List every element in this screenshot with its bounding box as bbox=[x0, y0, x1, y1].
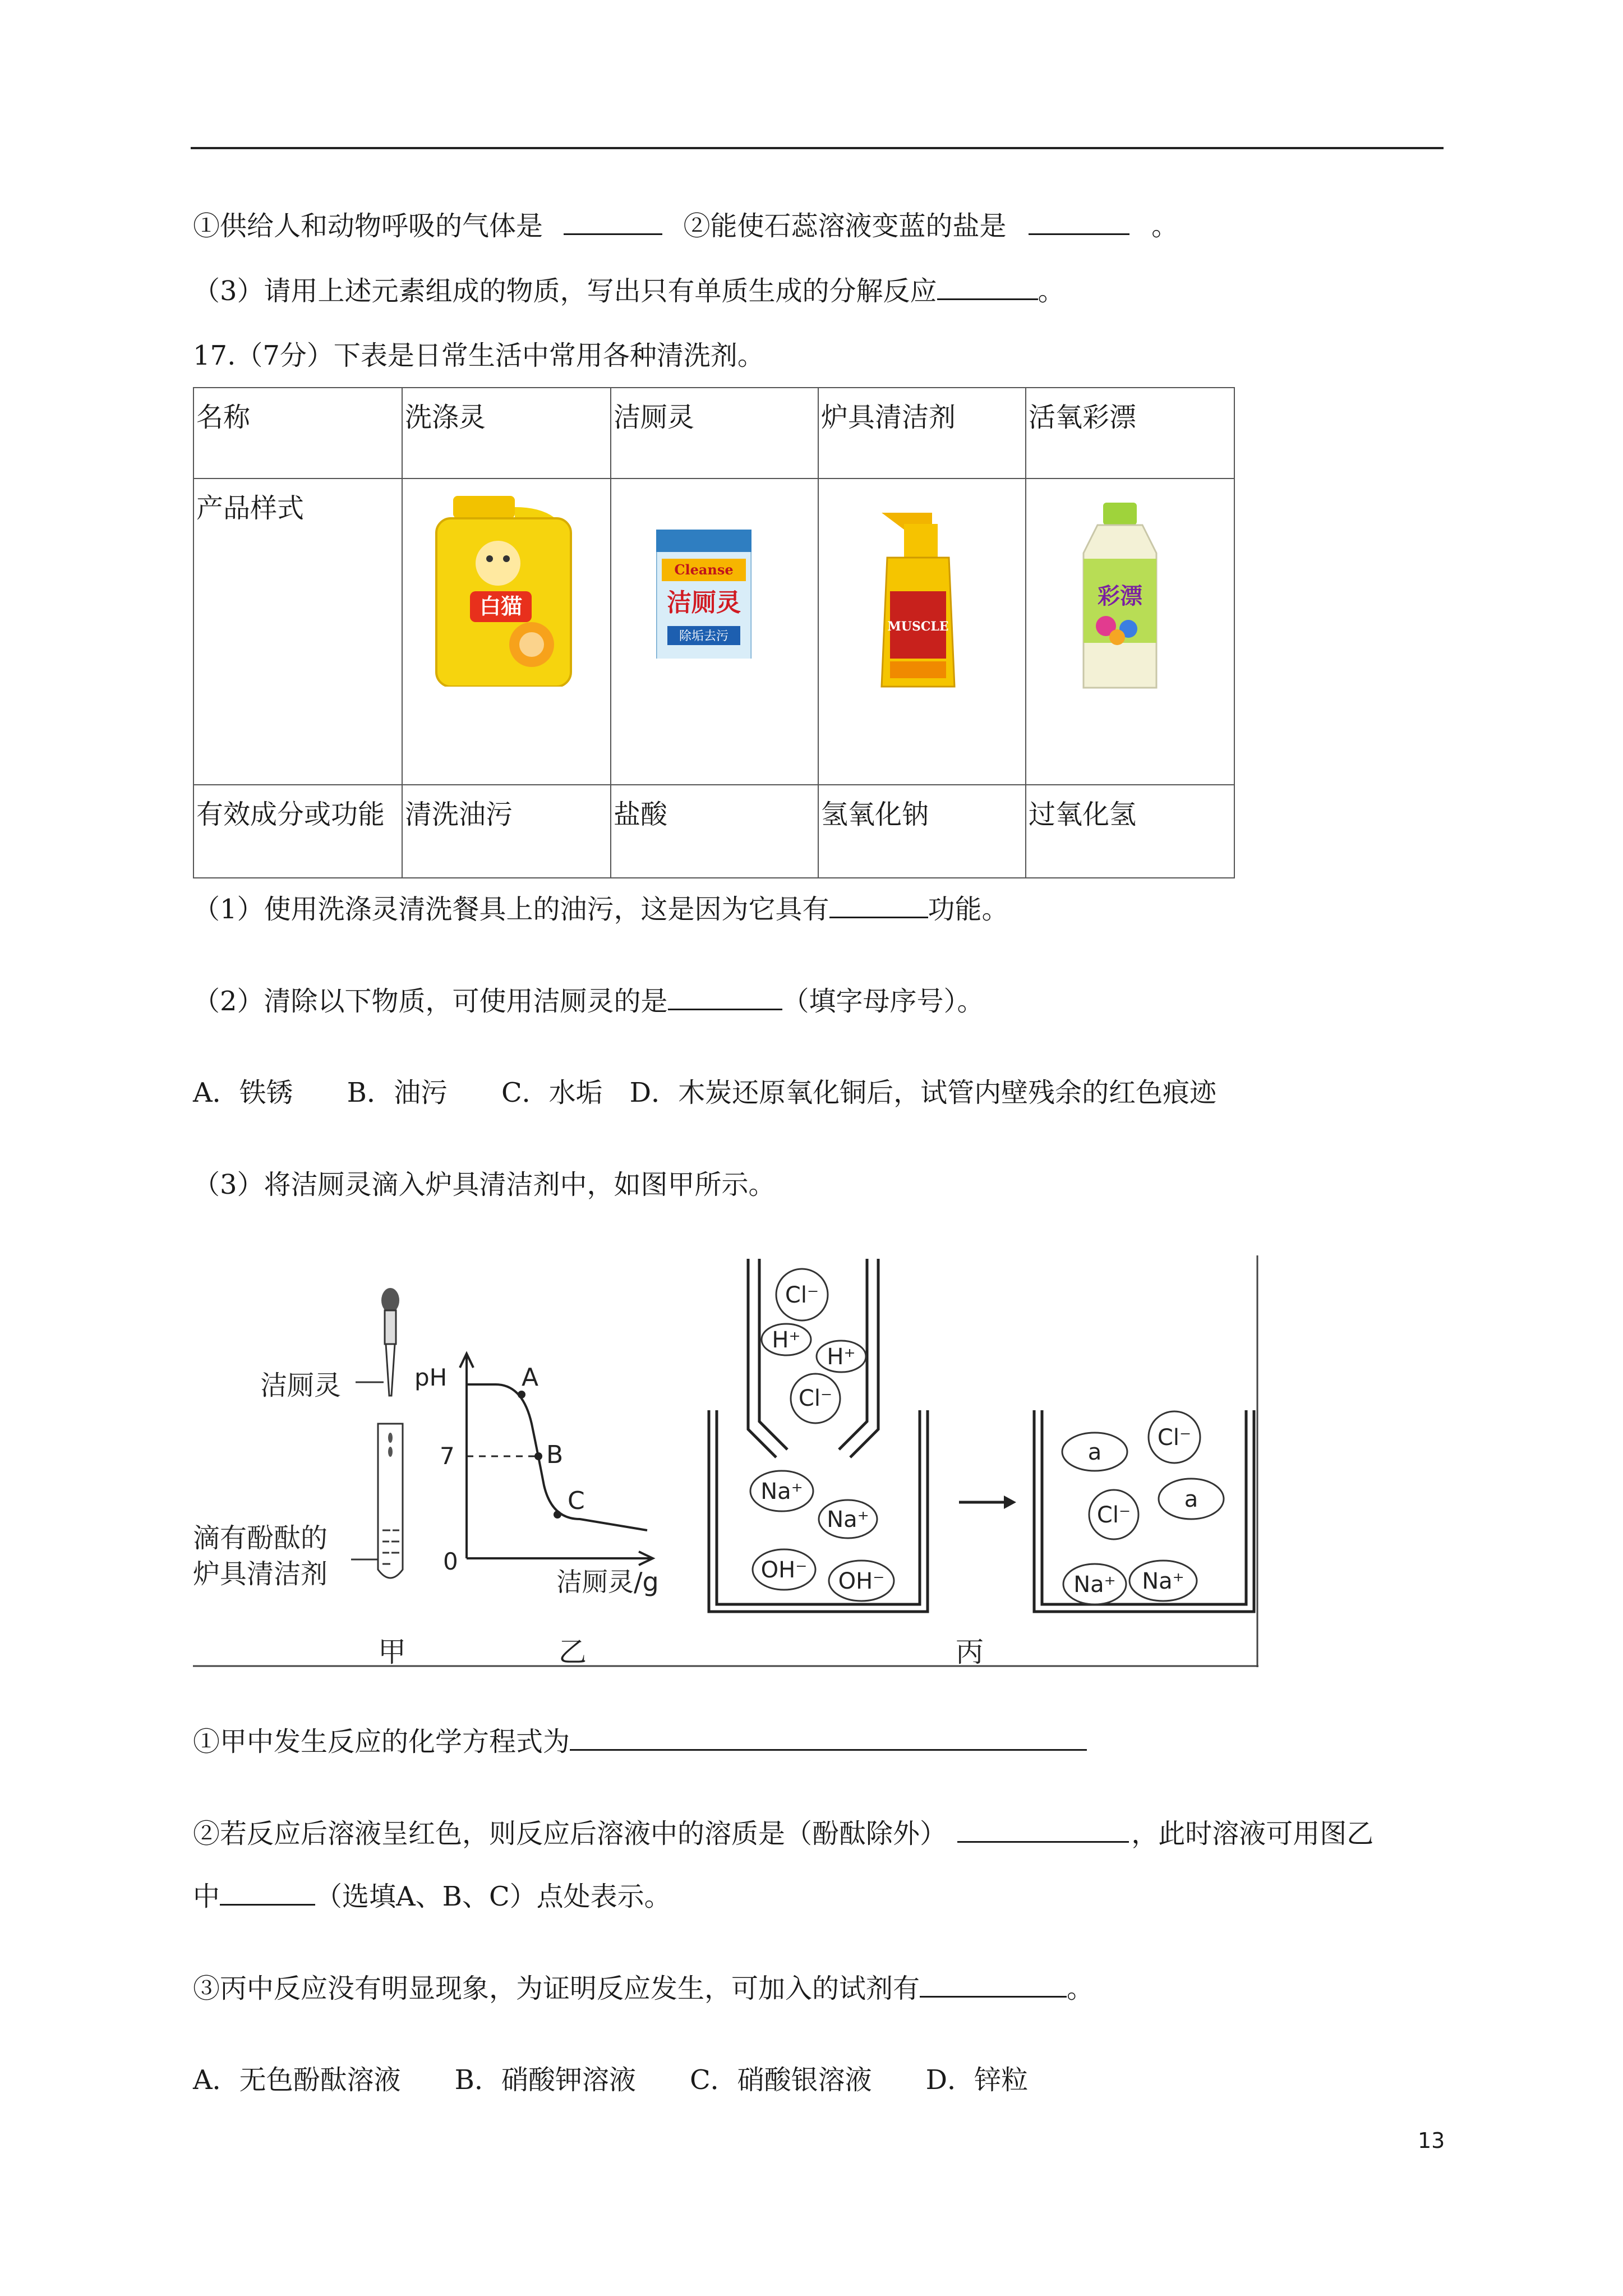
dish-soap-bottle-image bbox=[431, 496, 582, 687]
period: 。 bbox=[1038, 275, 1065, 307]
table-header: 炉具清洁剂 bbox=[818, 388, 1026, 478]
q17-part2-options: A．铁锈 B．油污 C．水垢 D．木炭还原氧化铜后，试管内壁残余的红色痕迹 bbox=[193, 1077, 1217, 1108]
product-brand-label: 白猫 bbox=[479, 593, 523, 619]
q17-sub2 bbox=[193, 1816, 1373, 1851]
dropper-ion: Cl⁻ bbox=[798, 1386, 833, 1411]
q16-part3: （3）请用上述元素组成的物质，写出只有单质生成的分解反应 bbox=[193, 275, 937, 307]
q16-line-3 bbox=[193, 274, 1065, 308]
question-text: ③丙中反应没有明显现象，为证明反应发生，可加入的试剂有 bbox=[193, 1973, 920, 2004]
product-cell bbox=[611, 478, 818, 785]
ph-axis-label: pH bbox=[414, 1364, 448, 1391]
beaker1-ion: OH⁻ bbox=[838, 1568, 885, 1594]
question-text: （1）使用洗涤灵清洗餐具上的油污，这是因为它具有 bbox=[193, 894, 829, 925]
product-brand-label: 彩漂 bbox=[1098, 583, 1142, 609]
answer-blank[interactable] bbox=[570, 1724, 1087, 1751]
product-brand-label: Cleanse bbox=[674, 562, 734, 578]
table-cell: 盐酸 bbox=[611, 785, 818, 878]
q17-part2 bbox=[193, 984, 984, 1018]
point-b-marker bbox=[534, 1452, 542, 1460]
table-header: 洗涤灵 bbox=[402, 388, 611, 478]
answer-blank[interactable] bbox=[220, 1879, 315, 1906]
q17-sub2-line2 bbox=[193, 1879, 671, 1913]
point-a-marker bbox=[518, 1391, 525, 1398]
figure-svg bbox=[193, 1255, 1258, 1667]
caption-bing: 丙 bbox=[956, 1636, 984, 1667]
color-bleach-bottle-image bbox=[1072, 503, 1168, 693]
product-cell bbox=[402, 478, 611, 785]
table-header: 洁厕灵 bbox=[611, 388, 818, 478]
answer-blank[interactable] bbox=[920, 1971, 1067, 1998]
point-c-label: C bbox=[568, 1487, 585, 1515]
question-text: ②若反应后溶液呈红色，则反应后溶液中的溶质是（酚酞除外） bbox=[193, 1818, 947, 1849]
point-c-marker bbox=[554, 1511, 561, 1519]
beaker1-ion: OH⁻ bbox=[760, 1557, 808, 1583]
table-row bbox=[193, 785, 1234, 878]
table-row bbox=[193, 388, 1234, 478]
cleaners-table bbox=[193, 387, 1235, 878]
question-text: （2）清除以下物质，可使用洁厕灵的是 bbox=[193, 986, 668, 1017]
beaker2-ion: Cl⁻ bbox=[1096, 1502, 1131, 1528]
header-rule bbox=[191, 147, 1444, 149]
table-row-label: 产品样式 bbox=[193, 478, 402, 785]
question-text: 中 bbox=[193, 1881, 220, 1912]
toilet-cleaner-box-image bbox=[656, 530, 751, 687]
table-cell: 氢氧化钠 bbox=[818, 785, 1026, 878]
question-text: （选填A、B、C）点处表示。 bbox=[315, 1881, 671, 1912]
period: 。 bbox=[1151, 210, 1179, 242]
beaker2-ion: a bbox=[1184, 1487, 1198, 1512]
caption-jia: 甲 bbox=[378, 1636, 406, 1667]
question-text: ①甲中发生反应的化学方程式为 bbox=[193, 1726, 570, 1757]
beaker2-ion: a bbox=[1087, 1439, 1102, 1465]
dropper-ion: Cl⁻ bbox=[785, 1282, 819, 1308]
q17-sub3-options: A．无色酚酞溶液 B．硝酸钾溶液 C．硝酸银溶液 D．锌粒 bbox=[193, 2064, 1029, 2096]
table-row-label: 有效成分或功能 bbox=[193, 785, 402, 878]
q17-sub3 bbox=[193, 1971, 1094, 2005]
question-text: 功能。 bbox=[928, 894, 1009, 925]
answer-blank[interactable] bbox=[957, 1816, 1129, 1843]
dropper-ion: H⁺ bbox=[827, 1344, 856, 1370]
product-cell bbox=[1026, 478, 1234, 785]
product-sub-label: 除垢去污 bbox=[679, 629, 729, 643]
reaction-figure bbox=[193, 1255, 1258, 1667]
beaker1-ion: Na⁺ bbox=[760, 1479, 803, 1504]
jia-apparatus bbox=[351, 1288, 403, 1578]
dropper-label: 洁厕灵 bbox=[260, 1370, 342, 1401]
point-b-label: B bbox=[546, 1441, 564, 1469]
tube-label-line2: 炉具清洁剂 bbox=[193, 1558, 328, 1590]
answer-blank[interactable] bbox=[564, 209, 662, 235]
point-a-label: A bbox=[522, 1363, 539, 1392]
q17-title: 17.（7分）下表是日常生活中常用各种清洗剂。 bbox=[193, 340, 764, 371]
q16-sub1: ①供给人和动物呼吸的气体是 bbox=[193, 210, 543, 242]
ph-tick-7: 7 bbox=[440, 1442, 455, 1470]
table-cell: 过氧化氢 bbox=[1026, 785, 1234, 878]
beaker2-ion: Cl⁻ bbox=[1157, 1425, 1192, 1451]
answer-blank[interactable] bbox=[937, 274, 1038, 300]
tube-label-line1: 滴有酚酞的 bbox=[193, 1522, 328, 1554]
question-text: （填字母序号）。 bbox=[782, 986, 984, 1017]
x-axis-label: 洁厕灵/g bbox=[556, 1567, 659, 1597]
beaker2-ion: Na⁺ bbox=[1142, 1568, 1184, 1594]
page-number: 13 bbox=[1418, 2128, 1445, 2153]
answer-blank[interactable] bbox=[1029, 209, 1129, 235]
q17-sub1 bbox=[193, 1724, 1087, 1759]
q16-sub2: ②能使石蕊溶液变蓝的盐是 bbox=[683, 210, 1007, 242]
ion-bubbles bbox=[750, 1269, 1224, 1604]
question-text: ，此时溶液可用图乙 bbox=[1131, 1818, 1374, 1849]
table-header: 名称 bbox=[193, 388, 402, 478]
oven-cleaner-spray-image bbox=[870, 507, 960, 692]
beaker1-ion: Na⁺ bbox=[827, 1507, 869, 1533]
answer-blank[interactable] bbox=[668, 984, 782, 1010]
origin-label: 0 bbox=[443, 1548, 458, 1575]
q16-line-1 bbox=[193, 209, 1178, 243]
beaker2-ion: Na⁺ bbox=[1073, 1572, 1116, 1598]
product-cell bbox=[818, 478, 1026, 785]
product-name-label: 洁厕灵 bbox=[667, 588, 741, 617]
table-cell: 清洗油污 bbox=[402, 785, 611, 878]
caption-yi: 乙 bbox=[559, 1636, 587, 1667]
answer-blank[interactable] bbox=[829, 892, 928, 918]
dropper-ion: H⁺ bbox=[772, 1327, 801, 1353]
question-text: 。 bbox=[1067, 1973, 1094, 2004]
table-row bbox=[193, 478, 1234, 785]
q17-part3: （3）将洁厕灵滴入炉具清洁剂中，如图甲所示。 bbox=[193, 1169, 776, 1200]
q17-part1 bbox=[193, 892, 1009, 926]
arrow-right-icon bbox=[959, 1496, 1016, 1509]
product-brand-label: MUSCLE bbox=[887, 619, 949, 634]
table-header: 活氧彩漂 bbox=[1026, 388, 1234, 478]
